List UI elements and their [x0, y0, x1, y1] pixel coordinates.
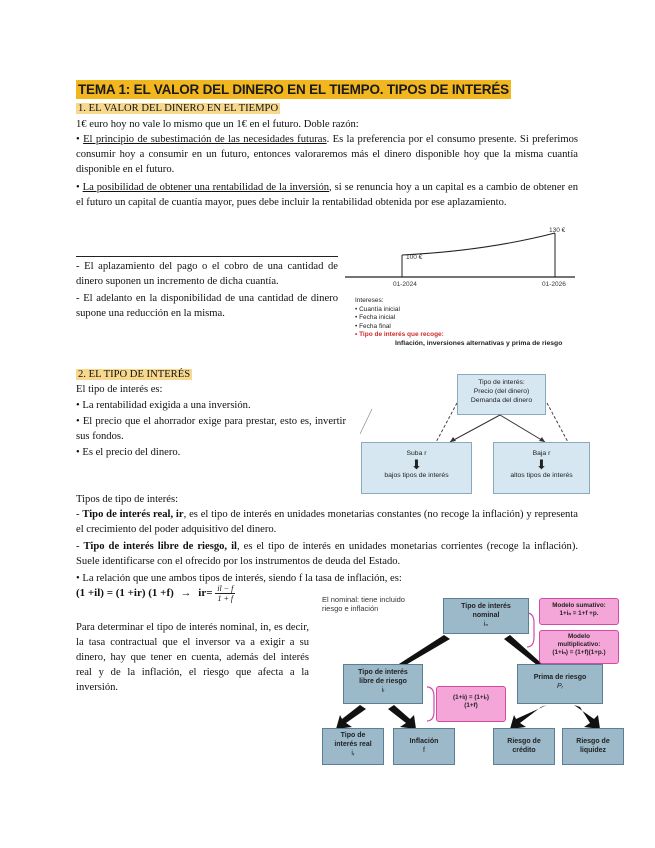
timeline-chart	[345, 225, 585, 295]
relation-text: • La relación que une ambos tipos de interés, siendo f la tasa de inflación, es:	[76, 573, 402, 584]
price-box: Tipo de interés: Precio (del dinero) Demanda del dinero	[457, 374, 546, 415]
formula: (1 +il) = (1 +ir) (1 +f) → ir= $\frac{il - f}{1 + f}$	[76, 584, 234, 603]
page-title: TEMA 1: EL VALOR DEL DINERO EN EL TIEMPO. TIPOS DE INTERÉS	[78, 82, 509, 97]
start-date: 01-2024	[393, 281, 417, 288]
inflation-box: Inflación f	[393, 728, 455, 765]
nominal-caption: El nominal: tiene incluido riesgo e inflación	[322, 595, 405, 613]
low-rate-box	[361, 442, 472, 494]
legend-title: Intereses:	[355, 297, 384, 304]
section-2-heading: 2. EL TIPO DE INTERÉS	[78, 369, 191, 380]
section-1-intro: 1€ euro hoy no vale lo mismo que un 1€ en el futuro. Doble razón:	[76, 119, 359, 130]
high-result: altos tipos de interés	[510, 472, 573, 479]
nominal-box: Tipo de interés nominal iₙ	[443, 598, 529, 634]
real-rate-def: - Tipo de interés real, ir, es el tipo de interés en unidades monetarias constantes (no recoge la inflación) y representa el crecimiento del poder adquisitivo del dinero.	[76, 509, 578, 535]
bullet-2: • El precio que el ahorrador exige para prestar, esto es, invertir sus fondos.	[76, 416, 346, 442]
multiplicative-model: Modelo multiplicativo: (1+iₙ) = (1+f)(1+p.)	[539, 630, 619, 664]
additive-model: Modelo sumativo: 1+iₙ = 1+f +p.	[539, 598, 619, 625]
legend-bold: Inflación, inversiones alternativas y prima de riesgo	[395, 339, 563, 347]
legend-item: • Fecha inicial	[355, 314, 396, 321]
legend-item: • Fecha final	[355, 322, 391, 330]
point-2: - El adelanto en la disponibilidad de una cantidad de dinero supone una reducción en la misma.	[76, 293, 338, 319]
high-label: Baja r	[532, 450, 551, 457]
reason-1: • El principio de subestimación de las necesidades futuras. Es la preferencia por el consumo presente. Si preferimos consumir hoy a consumir en un futuro, entonces valoraremos más el dinero disponible hoy que la misma cuantía disponible en el futuro.	[76, 134, 578, 175]
reason-2: • La posibilidad de obtener una rentabilidad de la inversión, si se renuncia hoy a un capital es a cambio de obtener en el futuro un capital de cuantía mayor, pues debe incluir la rentabilidad obtenida por ese aplazamiento.	[76, 182, 579, 208]
liquidity-risk-box: Riesgo de liquidez	[562, 728, 624, 765]
section-1-heading: 1. EL VALOR DEL DINERO EN EL TIEMPO	[78, 103, 279, 114]
formula-fraction: $\frac{il - f}{1 + f}$	[217, 584, 234, 603]
riskfree-box: Tipo de interés libre de riesgo iₗ	[343, 664, 423, 704]
legend-red: • Tipo de interés que recoge:	[355, 331, 444, 338]
bullet-1: • La rentabilidad exigida a una inversión.	[76, 400, 251, 411]
low-result: bajos tipos de interés	[384, 472, 449, 479]
interest-legend	[355, 297, 562, 348]
start-value: 100 €	[406, 254, 423, 261]
divider	[76, 256, 338, 257]
end-value: 130 €	[549, 227, 566, 234]
riskfree-rate-def: - Tipo de interés libre de riesgo, il, es el tipo de interés en unidades monetarias corrientes (recoge la inflación). Suele identificarse con el ofrecido por los instrumentos de deuda del Estado.	[76, 541, 579, 567]
real-rate-box: Tipo de interés real iᵣ	[322, 728, 384, 765]
point-1: - El aplazamiento del pago o el cobro de una cantidad de dinero suponen un incremento de dicha cuantía.	[76, 261, 338, 287]
fisher-relation: (1+iₗ) = (1+iᵣ) (1+f)	[436, 686, 506, 722]
end-date: 01-2026	[542, 281, 566, 288]
section-2-intro: El tipo de interés es:	[76, 384, 163, 395]
nominal-text: Para determinar el tipo de interés nominal, in, es decir, la tasa contractual que el inversor va a exigir a su dinero, hay que tener en cuenta, además del interés real y de la inflación, el riesgo que afecta a la inversión.	[76, 622, 309, 693]
down-arrow-icon: ⬇	[411, 457, 422, 472]
high-rate-box	[493, 442, 590, 494]
risk-premium-box: Prima de riesgo Pᵣ	[517, 664, 603, 704]
down-arrow-icon: ⬇	[536, 457, 547, 472]
bullet-3: • Es el precio del dinero.	[76, 447, 181, 458]
types-intro: Tipos de tipo de interés:	[76, 494, 179, 505]
credit-risk-box: Riesgo de crédito	[493, 728, 555, 765]
growth-curve	[402, 233, 555, 255]
low-label: Suba r	[406, 450, 427, 457]
legend-item: • Cuantía inicial	[355, 305, 400, 313]
